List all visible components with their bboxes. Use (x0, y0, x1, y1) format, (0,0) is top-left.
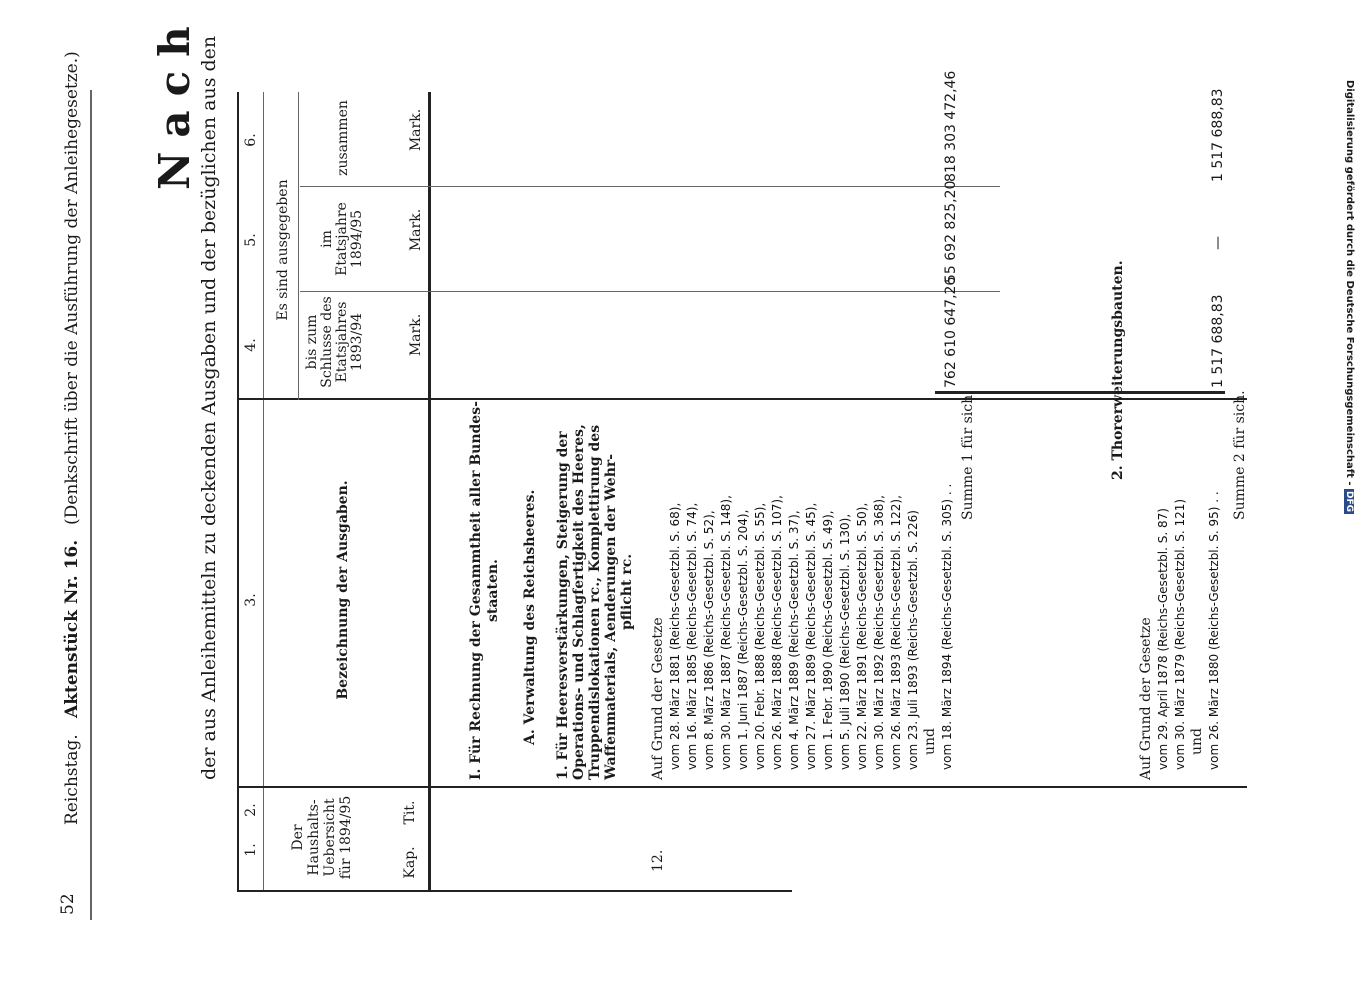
table-header-rule (428, 92, 431, 892)
law-item: vom 20. Febr. 1888 (Reichs-Gesetzbl. S. 55), (753, 502, 767, 770)
colnum-4: 4. (243, 338, 259, 352)
laws2 (1155, 491, 1223, 780)
sum2-col4: 1 517 688,83 (1210, 294, 1226, 388)
colnum-rule (263, 92, 264, 892)
page-number: 52 (58, 893, 78, 915)
und2: und (1189, 728, 1205, 755)
col4-header-line: Schlusse des (319, 296, 335, 388)
sum2-col5: — (1210, 236, 1226, 250)
law-item: vom 4. März 1889 (Reichs-Gesetzbl. S. 37), (787, 510, 801, 770)
col12-header-line: Uebersicht (322, 798, 338, 877)
item-title-line: pflicht rc. (619, 553, 635, 630)
col5-header-line: Etatsjahre (334, 202, 350, 276)
col2-rule (237, 786, 1247, 788)
section-title (468, 401, 502, 780)
colnum-3: 3. (243, 593, 259, 607)
item-title-line: Waffenmaterials, Aenderungen der Wehr- (603, 453, 619, 780)
last-law: vom 18. März 1894 (Reichs-Gesetzbl. S. 305) . . (940, 483, 954, 770)
item-title-line: Operations- und Schlagfertigkeit des Heeres, (571, 424, 587, 780)
header-right: (Denkschrift über die Ausführung der Anleihegesetze.) (62, 51, 82, 525)
dfg-credit (1341, 80, 1355, 560)
sum1-col5: 55 692 825,20 (943, 180, 959, 283)
law-item: vom 26. März 1893 (Reichs-Gesetzbl. S. 122), (889, 495, 903, 770)
law-item: vom 30. März 1892 (Reichs-Gesetzbl. S. 368), (872, 495, 886, 770)
col12-header (290, 790, 354, 885)
spent-rule (298, 92, 299, 400)
sum1-col4: 762 610 647,26 (943, 276, 959, 388)
colnum-6: 6. (243, 133, 259, 147)
page-subtitle: der aus Anleihemitteln zu deckenden Ausgaben und der bezüglichen aus den (198, 35, 220, 780)
law-item: vom 1. Febr. 1890 (Reichs-Gesetzbl. S. 49), (821, 510, 835, 770)
last-law2: vom 26. März 1880 (Reichs-Gesetzbl. S. 95) . . (1207, 491, 1221, 770)
law-item: vom 8. März 1886 (Reichs-Gesetzbl. S. 52), (702, 510, 716, 770)
law-item: vom 16. März 1885 (Reichs-Gesetzbl. S. 74), (685, 502, 699, 770)
table-top-rule (237, 92, 239, 892)
unit-col6: Mark. (408, 108, 424, 152)
header-doc: Aktenstück Nr. 16. (62, 539, 82, 718)
item-title (555, 424, 635, 780)
header-left: Reichstag. (62, 734, 82, 825)
col5-header (320, 190, 365, 288)
col5-header-line: im (319, 230, 335, 248)
sum1-label: Summe 1 für sich. (960, 390, 976, 520)
header-rule (90, 90, 92, 920)
colnum-1: 1. (243, 843, 259, 857)
section2-title: 2. Thorerweiterungsbauten. (1110, 260, 1126, 480)
col4-header-line: bis zum (304, 314, 320, 370)
law-item: vom 1. Juni 1887 (Reichs-Gesetzbl. S. 204), (736, 509, 750, 770)
col5-header-line: 1894/95 (349, 209, 365, 269)
law-item: vom 27. März 1889 (Reichs-Gesetzbl. S. 45), (804, 502, 818, 770)
law-item: vom 30. März 1887 (Reichs-Gesetzbl. S. 148), (719, 495, 733, 770)
law-item: vom 23. Juli 1893 (Reichs-Gesetzbl. S. 226) (906, 510, 920, 770)
law2-item: vom 30. März 1879 (Reichs-Gesetzbl. S. 121) (1173, 498, 1187, 770)
laws-list (650, 484, 956, 780)
colnum-2: 2. (243, 803, 259, 817)
col4-header-line: Etatsjahres (334, 301, 350, 383)
col12-header-line: für 1894/95 (338, 795, 354, 880)
col6-header: zusammen (335, 100, 351, 176)
col12-header-line: Haushalts- (306, 799, 322, 876)
col3-header: Bezeichnung der Ausgaben. (335, 480, 351, 700)
dfg-credit-text: Digitalisierung gefördert durch die Deutsche Forschungsgemeinschaft - (1344, 80, 1355, 486)
colnum-5: 5. (243, 233, 259, 247)
item-title-line: 1. Für Heeresverstärkungen, Steigerung der (555, 431, 571, 780)
table-left-rule (237, 890, 792, 892)
sum1-col6: 818 303 472,46 (943, 70, 959, 182)
col5-rule (300, 186, 1000, 187)
col4-header (305, 294, 365, 390)
section-title-line: staaten. (485, 559, 501, 622)
col4-header-line: 1893/94 (349, 312, 365, 372)
law2-item: vom 29. April 1878 (Reichs-Gesetzbl. S. 87) (1156, 508, 1170, 770)
law-item: vom 22. März 1891 (Reichs-Gesetzbl. S. 50), (855, 502, 869, 770)
kap-number: 12. (650, 849, 666, 872)
law-item: vom 28. März 1881 (Reichs-Gesetzbl. S. 68), (668, 502, 682, 770)
col3-rule (237, 398, 1247, 400)
sub-title: A. Verwaltung des Reichsheeres. (522, 489, 538, 745)
tit-label: Tit. (402, 800, 418, 825)
item-title-line: Truppendislokationen rc., Komplettirung des (587, 424, 603, 780)
und: und (922, 728, 938, 755)
section-title-line: I. Für Rechnung der Gesammtheit aller Bundes- (468, 401, 484, 780)
sum2-label: Summe 2 für sich. (1232, 390, 1248, 520)
kap-label: Kap. (402, 846, 418, 879)
laws2-list (1138, 491, 1223, 780)
unit-col4: Mark. (408, 313, 424, 357)
col12-header-line: Der (290, 824, 306, 851)
sum2-left-rule (935, 391, 1225, 394)
spent-header: Es sind ausgegeben (275, 179, 291, 321)
col4-rule (300, 291, 1000, 292)
law-item: vom 26. März 1888 (Reichs-Gesetzbl. S. 107), (770, 495, 784, 770)
dfg-logo: DFG (1344, 491, 1354, 513)
laws (667, 484, 956, 780)
laws-intro: Auf Grund der Gesetze (650, 617, 666, 780)
page-title: Nach (150, 12, 199, 190)
sum2-col6: 1 517 688,83 (1210, 88, 1226, 182)
law-item: vom 5. Juli 1890 (Reichs-Gesetzbl. S. 130), (838, 513, 852, 770)
laws2-intro: Auf Grund der Gesetze (1138, 617, 1154, 780)
unit-col5: Mark. (408, 208, 424, 252)
